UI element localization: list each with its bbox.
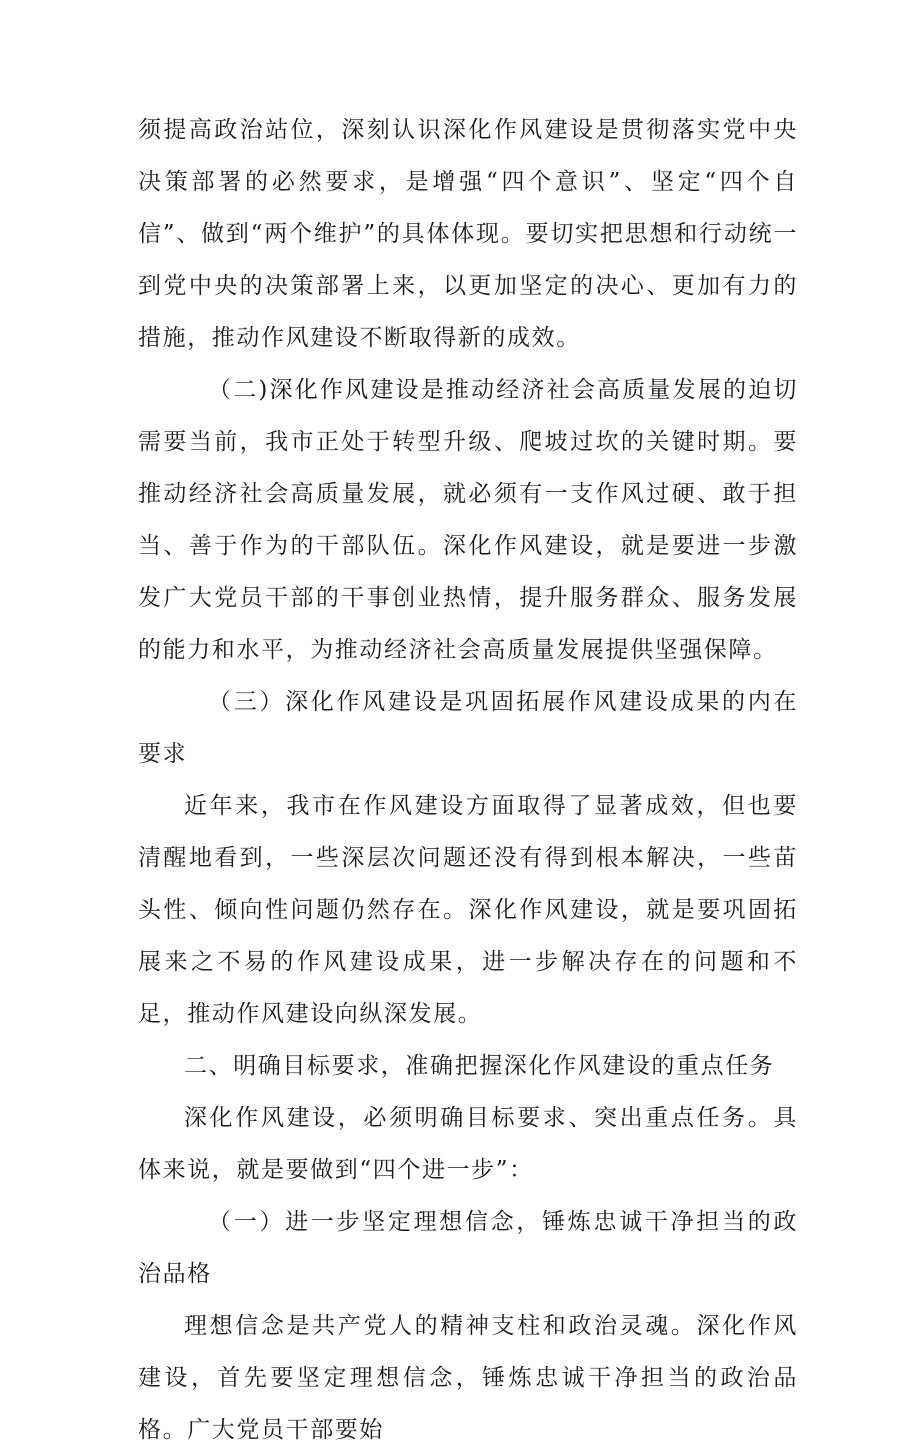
paragraph-continuation: 须提高政治站位，深刻认识深化作风建设是贯彻落实党中央决策部署的必然要求，是增强“四个意识”、坚定“四个自信”、做到“两个维护”的具体体现。要切实把思想和行动统一到党中央的决策部署上来，以更加坚定的决心、更加有力的措施，推动作风建设不断取得新的成效。 [138,117,798,351]
paragraph-subheading-1: （一）进一步坚定理想信念，锤炼忠诚干净担当的政治品格 [138,1209,798,1287]
section-heading-2: 二、明确目标要求，准确把握深化作风建设的重点任务 [184,1053,775,1079]
document-body [138,104,798,1456]
paragraph-body: 理想信念是共产党人的精神支柱和政治灵魂。深化作风建设，首先要坚定理想信念，锤炼忠诚干净担当的政治品格。广大党员干部要始 [138,1313,798,1443]
paragraph-body: 深化作风建设，必须明确目标要求、突出重点任务。具体来说，就是要做到“四个进一步”： [138,1105,798,1183]
paragraph-body: 近年来，我市在作风建设方面取得了显著成效，但也要清醒地看到，一些深层次问题还没有得到根本解决，一些苗头性、倾向性问题仍然存在。深化作风建设，就是要巩固拓展来之不易的作风建设成果，进一步解决存在的问题和不足，推动作风建设向纵深发展。 [138,793,798,1027]
paragraph-subheading-3: （三）深化作风建设是巩固拓展作风建设成果的内在要求 [138,689,798,767]
paragraph-subheading-2: （二)深化作风建设是推动经济社会高质量发展的迫切需要当前，我市正处于转型升级、爬坡过坎的关键时期。要推动经济社会高质量发展，就必须有一支作风过硬、敢于担当、善于作为的干部队伍。深化作风建设，就是要进一步激发广大党员干部的干事创业热情，提升服务群众、服务发展的能力和水平，为推动经济社会高质量发展提供坚强保障。 [138,377,798,663]
